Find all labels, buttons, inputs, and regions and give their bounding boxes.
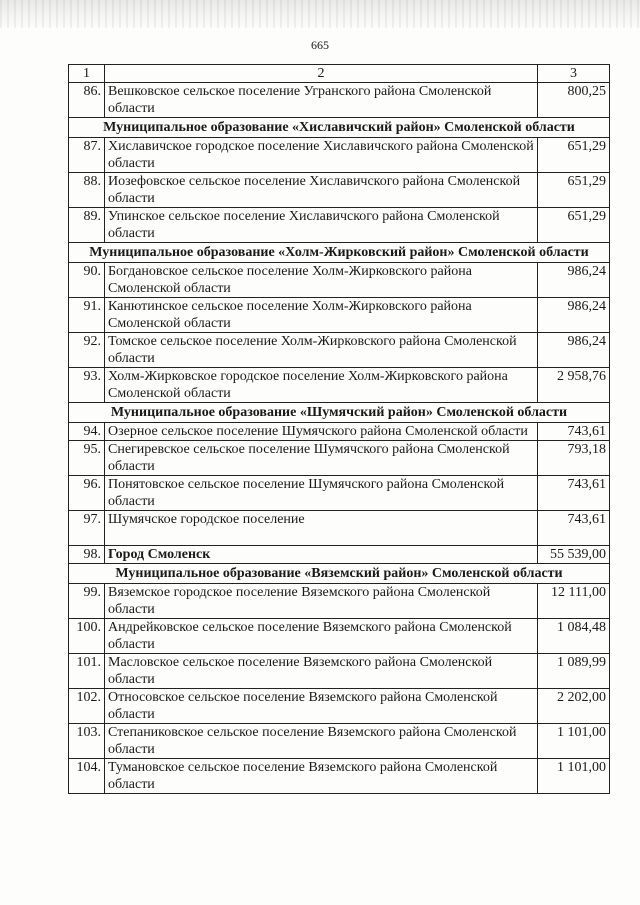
row-number: 92. [69, 333, 105, 368]
settlement-name: Канютинское сельское поселение Холм-Жирковского района Смоленской области [105, 298, 538, 333]
row-number: 89. [69, 208, 105, 243]
row-number: 86. [69, 83, 105, 118]
settlement-name: Андрейковское сельское поселение Вяземского района Смоленской области [105, 619, 538, 654]
row-number: 94. [69, 423, 105, 441]
section-header-row [69, 118, 610, 138]
amount-value: 1 089,99 [538, 654, 610, 689]
row-number: 88. [69, 173, 105, 208]
table-row [69, 263, 610, 298]
table-body [69, 83, 610, 794]
amount-value: 793,18 [538, 441, 610, 476]
settlement-name: Иозефовское сельское поселение Хиславичского района Смоленской области [105, 173, 538, 208]
settlement-name: Масловское сельское поселение Вяземского района Смоленской области [105, 654, 538, 689]
settlement-name: Степаниковское сельское поселение Вяземского района Смоленской области [105, 724, 538, 759]
amount-value: 651,29 [538, 138, 610, 173]
settlement-name: Упинское сельское поселение Хиславичского района Смоленской области [105, 208, 538, 243]
settlement-name: Вешковское сельское поселение Угранского района Смоленской области [105, 83, 538, 118]
settlement-name: Вяземское городское поселение Вяземского района Смоленской области [105, 584, 538, 619]
amount-value: 12 111,00 [538, 584, 610, 619]
settlement-name: Хиславичское городское поселение Хиславичского района Смоленской области [105, 138, 538, 173]
row-number: 95. [69, 441, 105, 476]
section-header-row [69, 564, 610, 584]
section-header-row [69, 243, 610, 263]
table-row [69, 724, 610, 759]
table-row [69, 298, 610, 333]
amount-value: 800,25 [538, 83, 610, 118]
table-row [69, 208, 610, 243]
settlement-name: Томское сельское поселение Холм-Жирковского района Смоленской области [105, 333, 538, 368]
amount-value: 1 101,00 [538, 759, 610, 794]
row-number: 98. [69, 546, 105, 564]
row-number: 99. [69, 584, 105, 619]
table-row [69, 333, 610, 368]
row-number: 87. [69, 138, 105, 173]
section-title: Муниципальное образование «Хиславичский район» Смоленской области [69, 118, 610, 138]
section-header-row [69, 403, 610, 423]
row-number: 96. [69, 476, 105, 511]
amount-value: 743,61 [538, 476, 610, 511]
section-title: Муниципальное образование «Вяземский район» Смоленской области [69, 564, 610, 584]
table-row [69, 546, 610, 564]
row-number: 97. [69, 511, 105, 546]
row-number: 100. [69, 619, 105, 654]
header-col-3: 3 [538, 65, 610, 83]
table-row [69, 441, 610, 476]
table-row [69, 759, 610, 794]
row-number: 104. [69, 759, 105, 794]
settlement-name: Богдановское сельское поселение Холм-Жирковского района Смоленской области [105, 263, 538, 298]
header-col-1: 1 [69, 65, 105, 83]
row-number: 90. [69, 263, 105, 298]
amount-value: 743,61 [538, 423, 610, 441]
table-row [69, 83, 610, 118]
table-row [69, 173, 610, 208]
table-row [69, 368, 610, 403]
amount-value: 55 539,00 [538, 546, 610, 564]
row-number: 102. [69, 689, 105, 724]
row-number: 101. [69, 654, 105, 689]
section-title: Муниципальное образование «Шумячский район» Смоленской области [69, 403, 610, 423]
row-number: 93. [69, 368, 105, 403]
scan-noise-strip [0, 0, 640, 28]
row-number: 103. [69, 724, 105, 759]
table-row [69, 423, 610, 441]
settlement-name: Понятовское сельское поселение Шумячского района Смоленской области [105, 476, 538, 511]
amount-value: 986,24 [538, 263, 610, 298]
table-row [69, 511, 610, 546]
settlement-name: Относовское сельское поселение Вяземского района Смоленской области [105, 689, 538, 724]
settlement-name: Холм-Жирковское городское поселение Холм-Жирковского района Смоленской области [105, 368, 538, 403]
amount-value: 651,29 [538, 208, 610, 243]
section-title: Муниципальное образование «Холм-Жирковский район» Смоленской области [69, 243, 610, 263]
table-row [69, 138, 610, 173]
table-header-row [69, 65, 610, 83]
table-row [69, 654, 610, 689]
amount-value: 1 101,00 [538, 724, 610, 759]
settlement-name: Город Смоленск [105, 546, 538, 564]
page-number: 665 [311, 38, 329, 52]
row-number: 91. [69, 298, 105, 333]
amount-value: 986,24 [538, 298, 610, 333]
header-col-2: 2 [105, 65, 538, 83]
settlement-name: Снегиревское сельское поселение Шумячского района Смоленской области [105, 441, 538, 476]
amount-value: 2 202,00 [538, 689, 610, 724]
amount-value: 986,24 [538, 333, 610, 368]
settlement-name: Озерное сельское поселение Шумячского района Смоленской области [105, 423, 538, 441]
amount-value: 743,61 [538, 511, 610, 546]
allocation-table [68, 64, 610, 794]
table-row [69, 689, 610, 724]
settlement-name: Шумячское городское поселение [105, 511, 538, 546]
table-row [69, 619, 610, 654]
settlement-name: Тумановское сельское поселение Вяземского района Смоленской области [105, 759, 538, 794]
table-row [69, 476, 610, 511]
amount-value: 651,29 [538, 173, 610, 208]
amount-value: 2 958,76 [538, 368, 610, 403]
amount-value: 1 084,48 [538, 619, 610, 654]
table-row [69, 584, 610, 619]
